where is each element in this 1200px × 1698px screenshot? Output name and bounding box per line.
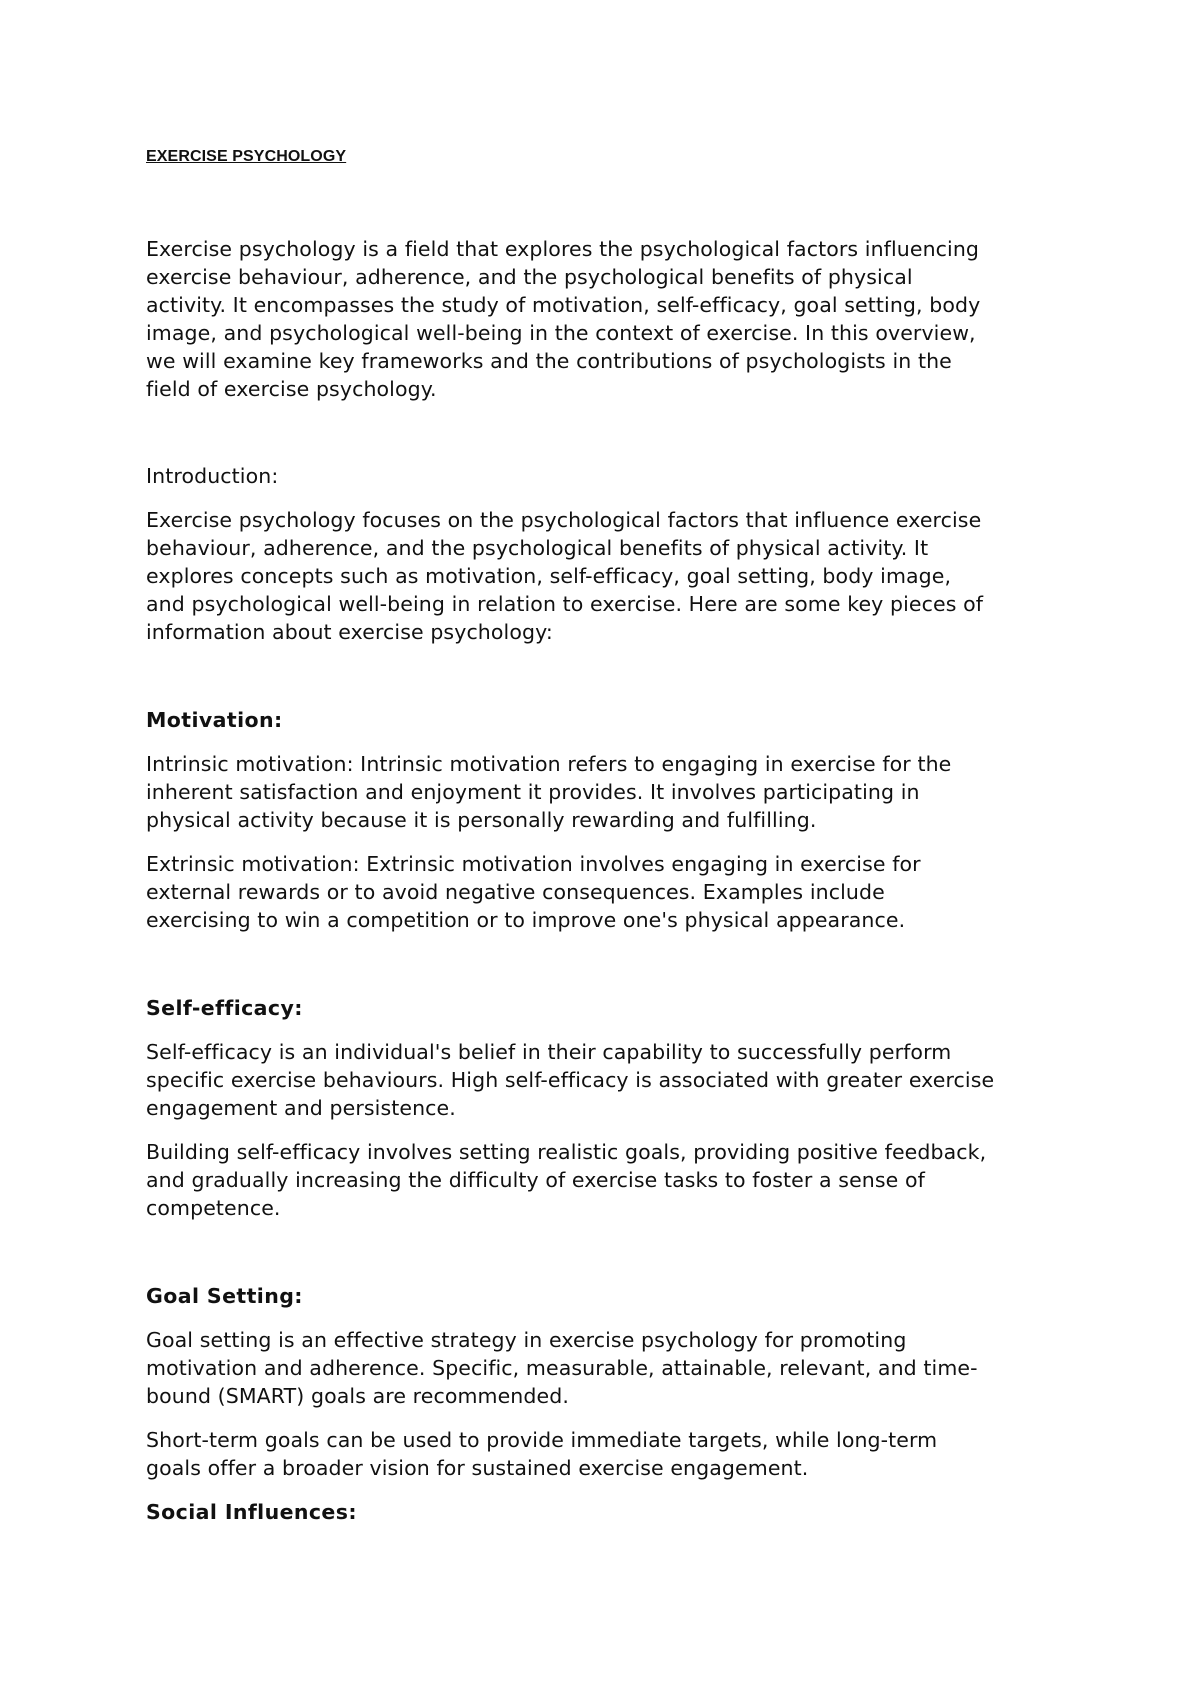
text-line: image, and psychological well-being in the context of exercise. In this overview, (146, 321, 976, 345)
text-line: activity. It encompasses the study of motivation, self-efficacy, goal setting, body (146, 293, 981, 317)
text-line: competence. (146, 1196, 281, 1220)
text-line: we will examine key frameworks and the contributions of psychologists in the (146, 349, 952, 373)
text-line: explores concepts such as motivation, self-efficacy, goal setting, body image, (146, 564, 952, 588)
text-line: exercise behaviour, adherence, and the psychological benefits of physical (146, 265, 913, 289)
text-line: and gradually increasing the difficulty of exercise tasks to foster a sense of (146, 1168, 925, 1192)
introduction-label: Introduction: (146, 464, 279, 488)
text-line: specific exercise behaviours. High self-efficacy is associated with greater exercise (146, 1068, 995, 1092)
document-title: EXERCISE PSYCHOLOGY (146, 148, 347, 165)
motivation-intrinsic-paragraph (146, 750, 1066, 834)
text-line: Exercise psychology is a field that explores the psychological factors influencing (146, 237, 980, 261)
motivation-extrinsic-paragraph (146, 850, 1066, 934)
text-line: Building self-efficacy involves setting realistic goals, providing positive feedback, (146, 1140, 987, 1164)
document-page (146, 146, 1066, 1526)
text-line: Self-efficacy is an individual's belief in their capability to successfully perform (146, 1040, 952, 1064)
text-line: bound (SMART) goals are recommended. (146, 1384, 569, 1408)
text-line: engagement and persistence. (146, 1096, 456, 1120)
section-heading-social-influences: Social Influences: (146, 1500, 357, 1524)
text-line: Goal setting is an effective strategy in exercise psychology for promoting (146, 1328, 907, 1352)
text-line: goals offer a broader vision for sustained exercise engagement. (146, 1456, 809, 1480)
text-line: Extrinsic motivation: Extrinsic motivation involves engaging in exercise for (146, 852, 921, 876)
goal-setting-paragraph-1 (146, 1326, 1066, 1410)
text-line: and psychological well-being in relation to exercise. Here are some key pieces of (146, 592, 984, 616)
section-heading-goal-setting: Goal Setting: (146, 1284, 303, 1308)
goal-setting-paragraph-2 (146, 1426, 1066, 1482)
section-heading-motivation: Motivation: (146, 708, 283, 732)
section-heading-self-efficacy: Self-efficacy: (146, 996, 303, 1020)
text-line: motivation and adherence. Specific, measurable, attainable, relevant, and time- (146, 1356, 978, 1380)
text-line: Intrinsic motivation: Intrinsic motivation refers to engaging in exercise for the (146, 752, 952, 776)
text-line: inherent satisfaction and enjoyment it provides. It involves participating in (146, 780, 920, 804)
text-line: Exercise psychology focuses on the psychological factors that influence exercise (146, 508, 982, 532)
self-efficacy-paragraph-2 (146, 1138, 1066, 1222)
text-line: exercising to win a competition or to improve one's physical appearance. (146, 908, 906, 932)
overview-paragraph (146, 235, 1066, 403)
self-efficacy-paragraph-1 (146, 1038, 1066, 1122)
text-line: Short-term goals can be used to provide immediate targets, while long-term (146, 1428, 938, 1452)
text-line: behaviour, adherence, and the psychological benefits of physical activity. It (146, 536, 929, 560)
text-line: physical activity because it is personally rewarding and fulfilling. (146, 808, 817, 832)
text-line: external rewards or to avoid negative consequences. Examples include (146, 880, 885, 904)
text-line: information about exercise psychology: (146, 620, 553, 644)
text-line: field of exercise psychology. (146, 377, 437, 401)
introduction-paragraph (146, 506, 1066, 646)
